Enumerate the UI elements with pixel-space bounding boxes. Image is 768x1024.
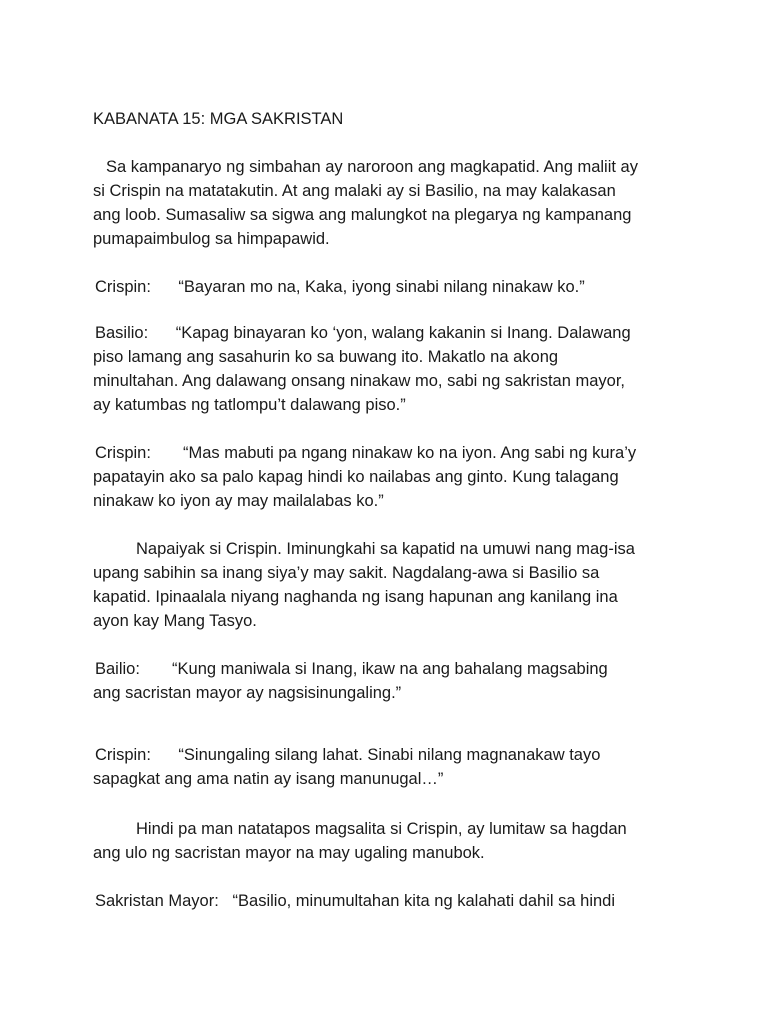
- dialogue-line: Crispin: “Sinungaling silang lahat. Sinabi nilang magnanakaw tayo: [95, 746, 601, 764]
- paragraph-line: si Crispin na matatakutin. At ang malaki ay si Basilio, na may kalakasan: [93, 182, 616, 200]
- dialogue-line: Bailio: “Kung maniwala si Inang, ikaw na ang bahalang magsabing: [95, 660, 608, 678]
- dialogue-line: Crispin: “Bayaran mo na, Kaka, iyong sinabi nilang ninakaw ko.”: [95, 278, 585, 296]
- paragraph-line: Sa kampanaryo ng simbahan ay naroroon ang magkapatid. Ang maliit ay: [106, 158, 638, 176]
- paragraph-line: pumapaimbulog sa himpapawid.: [93, 230, 330, 248]
- dialogue-line: minultahan. Ang dalawang onsang ninakaw mo, sabi ng sakristan mayor,: [93, 372, 625, 390]
- paragraph-line: Napaiyak si Crispin. Iminungkahi sa kapatid na umuwi nang mag-isa: [136, 540, 635, 558]
- paragraph-line: ang ulo ng sacristan mayor na may ugaling manubok.: [93, 844, 485, 862]
- dialogue-line: Basilio: “Kapag binayaran ko ‘yon, walang kakanin si Inang. Dalawang: [95, 324, 631, 342]
- dialogue-line: ang sacristan mayor ay nagsisinungaling.”: [93, 684, 402, 702]
- dialogue-line: Crispin: “Mas mabuti pa ngang ninakaw ko na iyon. Ang sabi ng kura’y: [95, 444, 637, 462]
- paragraph-line: ayon kay Mang Tasyo.: [93, 612, 257, 630]
- paragraph-line: ang loob. Sumasaliw sa sigwa ang malungkot na plegarya ng kampanang: [93, 206, 632, 224]
- paragraph-line: Hindi pa man natatapos magsalita si Crispin, ay lumitaw sa hagdan: [136, 820, 627, 838]
- dialogue-line: sapagkat ang ama natin ay isang manunugal…”: [93, 770, 444, 788]
- dialogue-line: piso lamang ang sasahurin ko sa buwang ito. Makatlo na akong: [93, 348, 559, 366]
- dialogue-line: Sakristan Mayor: “Basilio, minumultahan kita ng kalahati dahil sa hindi: [95, 892, 616, 910]
- dialogue-line: ninakaw ko iyon ay may mailalabas ko.”: [93, 492, 384, 510]
- paragraph-line: kapatid. Ipinaalala niyang naghanda ng isang hapunan ang kanilang ina: [93, 588, 618, 606]
- dialogue-line: papatayin ako sa palo kapag hindi ko nailabas ang ginto. Kung talagang: [93, 468, 619, 486]
- dialogue-line: ay katumbas ng tatlompu’t dalawang piso.”: [93, 396, 406, 414]
- paragraph-line: upang sabihin sa inang siya’y may sakit. Nagdalang-awa si Basilio sa: [93, 564, 600, 582]
- chapter-title: KABANATA 15: MGA SAKRISTAN: [93, 110, 344, 128]
